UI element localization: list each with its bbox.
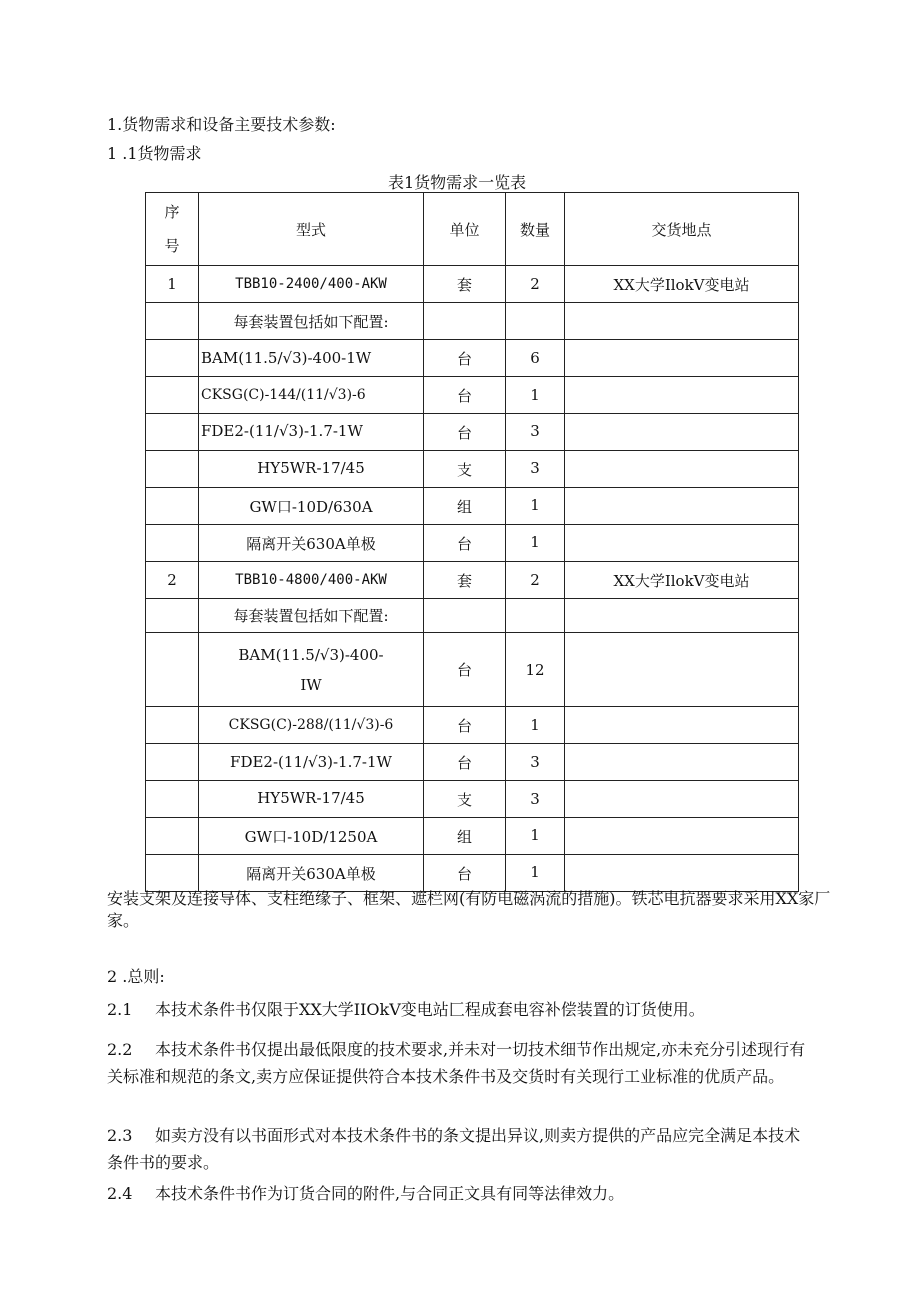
qty-cell: 1 — [506, 818, 565, 855]
table-row — [146, 855, 799, 892]
clause-2-3 — [107, 1122, 807, 1176]
clause-number: 2.2 — [107, 1040, 133, 1059]
table-row — [146, 525, 799, 562]
table-row — [146, 488, 799, 525]
seq-cell — [146, 525, 199, 562]
qty-cell: 12 — [506, 633, 565, 707]
model-cell: TBB10-4800/400-AKW — [199, 562, 424, 599]
header-seq: 序号 — [146, 193, 199, 266]
qty-cell: 1 — [506, 377, 565, 414]
qty-cell: 6 — [506, 340, 565, 377]
location-cell: XX大学IlokV变电站 — [565, 266, 799, 303]
location-cell — [565, 377, 799, 414]
location-cell — [565, 525, 799, 562]
location-cell: XX大学IlokV变电站 — [565, 562, 799, 599]
unit-cell: 支 — [424, 451, 506, 488]
unit-cell: 套 — [424, 562, 506, 599]
seq-cell — [146, 451, 199, 488]
seq-cell — [146, 414, 199, 451]
clause-number: 2.4 — [107, 1184, 133, 1203]
location-cell — [565, 855, 799, 892]
qty-cell: 1 — [506, 855, 565, 892]
seq-cell — [146, 488, 199, 525]
unit-cell: 台 — [424, 855, 506, 892]
model-cell: GW口-10D/630A — [199, 488, 424, 525]
table-row — [146, 377, 799, 414]
location-cell — [565, 414, 799, 451]
location-cell — [565, 303, 799, 340]
clause-text: 本技术条件书仅限于XX大学IIOkV变电站匚程成套电容补偿装置的订货使用。 — [155, 1000, 705, 1019]
seq-cell — [146, 781, 199, 818]
qty-cell: 2 — [506, 266, 565, 303]
model-cell: CKSG(C)-288/(11/√3)-6 — [199, 707, 424, 744]
unit-cell: 台 — [424, 633, 506, 707]
unit-cell: 组 — [424, 818, 506, 855]
goods-table — [145, 192, 799, 892]
table-row — [146, 744, 799, 781]
unit-cell: 组 — [424, 488, 506, 525]
model-cell: BAM(11.5/√3)-400-IW — [199, 633, 424, 707]
clause-number: 2.1 — [107, 1000, 133, 1019]
header-model: 型式 — [199, 193, 424, 266]
location-cell — [565, 633, 799, 707]
qty-cell: 1 — [506, 707, 565, 744]
seq-cell: 2 — [146, 562, 199, 599]
seq-cell — [146, 599, 199, 633]
model-cell: FDE2-(11/√3)-1.7-1W — [199, 414, 424, 451]
qty-cell — [506, 303, 565, 340]
seq-cell: 1 — [146, 266, 199, 303]
clause-2-4 — [107, 1180, 807, 1207]
install-note: 安装支架及连接导体、支柱绝缘子、框架、遮栏网(有防电磁涡流的措施)。铁芯电抗器要求采用XX家厂家。 — [107, 889, 831, 930]
seq-cell — [146, 633, 199, 707]
seq-cell — [146, 744, 199, 781]
location-cell — [565, 488, 799, 525]
unit-cell: 套 — [424, 266, 506, 303]
qty-cell: 3 — [506, 744, 565, 781]
model-cell: TBB10-2400/400-AKW — [199, 266, 424, 303]
model-cell: BAM(11.5/√3)-400-1W — [199, 340, 424, 377]
unit-cell — [424, 303, 506, 340]
seq-cell — [146, 818, 199, 855]
location-cell — [565, 707, 799, 744]
table-row — [146, 781, 799, 818]
qty-cell: 3 — [506, 451, 565, 488]
seq-cell — [146, 855, 199, 892]
clause-2-1 — [107, 996, 807, 1023]
location-cell — [565, 340, 799, 377]
seq-cell — [146, 340, 199, 377]
model-cell: FDE2-(11/√3)-1.7-1W — [199, 744, 424, 781]
table-row — [146, 266, 799, 303]
location-cell — [565, 744, 799, 781]
table-row — [146, 303, 799, 340]
model-cell: GW口-10D/1250A — [199, 818, 424, 855]
unit-cell: 台 — [424, 707, 506, 744]
clause-text: 本技术条件书仅提出最低限度的技术要求,并未对一切技术细节作出规定,亦未充分引述现行有关标准和规范的条文,卖方应保证提供符合本技术条件书及交货时有关现行工业标准的优质产品。 — [107, 1040, 806, 1086]
config-note-cell: 每套装置包括如下配置: — [199, 303, 424, 340]
table-row — [146, 562, 799, 599]
clause-2-2 — [107, 1036, 807, 1090]
location-cell — [565, 599, 799, 633]
table-row — [146, 633, 799, 707]
table-header-row — [146, 193, 799, 266]
unit-cell — [424, 599, 506, 633]
seq-cell — [146, 707, 199, 744]
unit-cell: 台 — [424, 525, 506, 562]
section-1-1-heading: 1 .1货物需求 — [107, 144, 202, 163]
clause-text: 如卖方没有以书面形式对本技术条件书的条文提出异议,则卖方提供的产品应完全满足本技术条件书的要求。 — [107, 1126, 801, 1172]
table-row — [146, 599, 799, 633]
unit-cell: 台 — [424, 340, 506, 377]
unit-cell: 台 — [424, 414, 506, 451]
seq-cell — [146, 303, 199, 340]
section-1-heading: 1.货物需求和设备主要技术参数: — [107, 115, 336, 134]
unit-cell: 台 — [424, 377, 506, 414]
config-note-cell: 每套装置包括如下配置: — [199, 599, 424, 633]
section-2-heading: 2 .总则: — [107, 967, 165, 986]
header-location: 交货地点 — [565, 193, 799, 266]
seq-cell — [146, 377, 199, 414]
qty-cell: 3 — [506, 781, 565, 818]
location-cell — [565, 451, 799, 488]
qty-cell: 3 — [506, 414, 565, 451]
model-cell: HY5WR-17/45 — [199, 781, 424, 818]
table-row — [146, 451, 799, 488]
qty-cell: 2 — [506, 562, 565, 599]
clause-text: 本技术条件书作为订货合同的附件,与合同正文具有同等法律效力。 — [155, 1184, 625, 1203]
qty-cell: 1 — [506, 488, 565, 525]
model-cell: 隔离开关630A单极 — [199, 525, 424, 562]
header-unit: 单位 — [424, 193, 506, 266]
location-cell — [565, 818, 799, 855]
table-row — [146, 818, 799, 855]
model-cell: CKSG(C)-144/(11/√3)-6 — [199, 377, 424, 414]
unit-cell: 台 — [424, 744, 506, 781]
qty-cell: 1 — [506, 525, 565, 562]
location-cell — [565, 781, 799, 818]
table-row — [146, 340, 799, 377]
table-row — [146, 707, 799, 744]
table-row — [146, 414, 799, 451]
qty-cell — [506, 599, 565, 633]
clause-number: 2.3 — [107, 1126, 133, 1145]
table-caption: 表1货物需求一览表 — [388, 173, 527, 192]
unit-cell: 支 — [424, 781, 506, 818]
model-cell: 隔离开关630A单极 — [199, 855, 424, 892]
header-qty: 数量 — [506, 193, 565, 266]
model-cell: HY5WR-17/45 — [199, 451, 424, 488]
